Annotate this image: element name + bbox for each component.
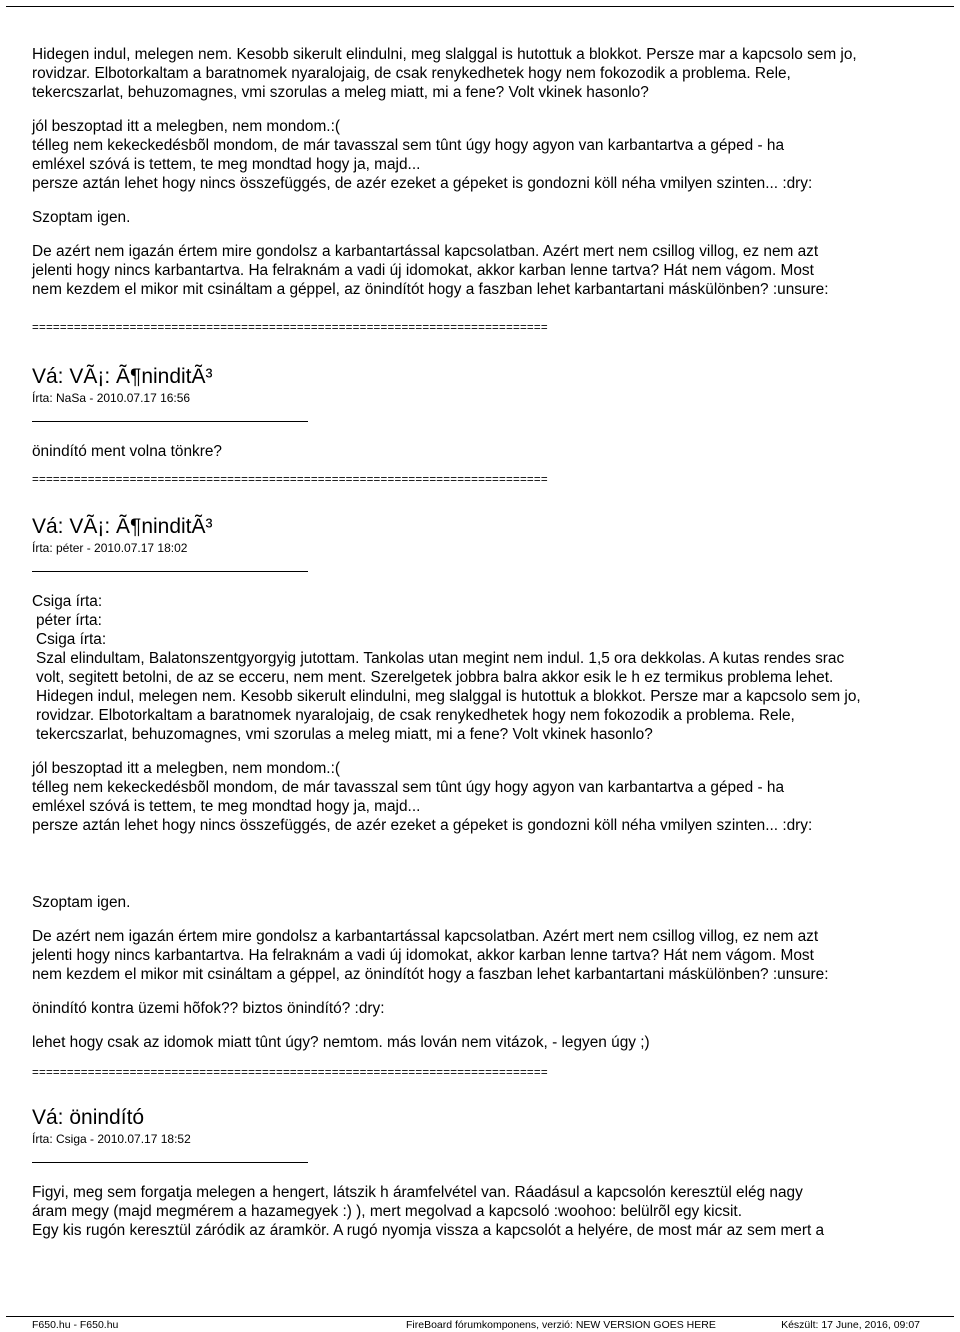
quote-line: Hidegen indul, melegen nem. Kesobb sikerult elindulni, meg slalggal is hutottuk a blokkot. Persze mar a kapcsolo sem jo, [36,688,861,705]
text-line: jelenti hogy nincs karbantartva. Ha felraknám a vadi új idomokat, akkor karban lenne tartva? Hát nem vágom. Most [32,262,814,279]
quote-line: rovidzar. Elbotorkaltam a baratnomek nyaralojaig, de csak renykedhetek hogy nem fokozodik a problema. Rele, [36,707,795,724]
quote-header: péter írta: [36,612,102,629]
quote-line: jelenti hogy nincs karbantartva. Ha felraknám a vadi új idomokat, akkor karban lenne tartva? Hát nem vágom. Most [32,947,814,964]
post-meta: Írta: Csiga - 2010.07.17 18:52 [32,1132,191,1146]
quote-line: volt, segitett betolni, de az se ecceru, nem ment. Szerelgetek jobbra balra akkor esik le h ez termikus problema lehet. [36,669,834,686]
text-line: De azért nem igazán értem mire gondolsz a karbantartással kapcsolatban. Azért mert nem csillog villog, ez nem azt [32,243,819,260]
forum-post [32,1106,937,1240]
post-meta: Írta: péter - 2010.07.17 18:02 [32,541,188,555]
post-title: Vá: VÃ¡: Ã¶ninditÃ³ [32,365,213,388]
previous-post-continuation [32,45,937,299]
forum-post [32,515,937,1052]
quote-line: tekercszarlat, behuzomagnes, vmi szorulas a meleg miatt, mi a fene? Volt vkinek hasonlo? [36,726,653,743]
quote-line: persze aztán lehet hogy nincs összefüggés, de azér ezeket a gépeket is gondozni köll néha vmilyen szinten... :dry: [32,817,813,834]
quote-line: jól beszoptad itt a melegben, nem mondom.:( [32,760,340,777]
text-line: persze aztán lehet hogy nincs összefüggés, de azér ezeket a gépeket is gondozni köll néha vmilyen szinten... :dry: [32,175,813,192]
quote-line: Szoptam igen. [32,894,131,911]
quote-line: Szal elindultam, Balatonszentgyorgyig jutottam. Tankolas utan megint nem indul. 1,5 ora dekkolas. A kutas rendes srac [36,650,845,667]
quote-header: Csiga írta: [36,631,107,648]
text-line: rovidzar. Elbotorkaltam a baratnomek nyaralojaig, de csak renykedhetek hogy nem fokozodik a problema. Rele, [32,65,791,82]
quote-line: emléxel szóvá is tettem, te meg mondtad hogy ja, majd... [32,798,421,815]
post-separator: ========================================================================== [32,473,548,486]
forum-post [32,365,937,461]
post-title-rule [32,571,308,572]
post-title: Vá: önindító [32,1106,145,1129]
post-separator: ========================================================================== [32,1066,548,1079]
quote-line: De azért nem igazán értem mire gondolsz a karbantartással kapcsolatban. Azért mert nem csillog villog, ez nem azt [32,928,819,945]
post-body-line: Figyi, meg sem forgatja melegen a hengert, látszik h áramfelvétel van. Ráadásul a kapcsolón keresztül elég nagy [32,1184,803,1201]
post-meta: Írta: NaSa - 2010.07.17 16:56 [32,391,191,405]
footer-site: F650.hu - F650.hu [32,1319,119,1331]
post-body-line: Egy kis rugón keresztül záródik az áramkör. A rugó nyomja vissza a kapcsolót a helyére, de most már az sem mert a [32,1222,825,1239]
post-title-rule [32,421,308,422]
page-top-rule [6,6,954,7]
forum-thread [32,45,937,1240]
post-title-rule [32,1162,308,1163]
text-line: nem kezdem el mikor mit csináltam a géppel, az önindítót hogy a faszban lehet karbantartani máskülönben? :unsure: [32,281,829,298]
page-bottom-rule [6,1316,954,1317]
text-line: télleg nem kekeckedésbõl mondom, de már tavasszal sem tûnt úgy hogy agyon van karbantartva a géped - ha [32,137,785,154]
footer-component: FireBoard fórumkomponens, verzió: NEW VERSION GOES HERE [406,1319,716,1331]
quote-header: Csiga írta: [32,593,103,610]
text-line: tekercszarlat, behuzomagnes, vmi szorulas a meleg miatt, mi a fene? Volt vkinek hasonlo? [32,84,649,101]
post-title: Vá: VÃ¡: Ã¶ninditÃ³ [32,515,213,538]
post-body-line: áram megy (majd megmérem a hazamegyek :) ), mert megolvad a kapcsoló :woohoo: belülrõl egy kicsit. [32,1203,742,1220]
text-line: jól beszoptad itt a melegben, nem mondom.:( [32,118,340,135]
quote-line: télleg nem kekeckedésbõl mondom, de már tavasszal sem tûnt úgy hogy agyon van karbantartva a géped - ha [32,779,785,796]
quoted-text [32,649,937,744]
text-line: Szoptam igen. [32,209,131,226]
footer-generated: Készült: 17 June, 2016, 09:07 [781,1319,920,1331]
text-line: Hidegen indul, melegen nem. Kesobb sikerult elindulni, meg slalggal is hutottuk a blokkot. Persze mar a kapcsolo sem jo, [32,46,857,63]
reply-line: önindító kontra üzemi hõfok?? biztos önindító? :dry: [32,1000,385,1017]
text-line: emléxel szóvá is tettem, te meg mondtad hogy ja, majd... [32,156,421,173]
post-separator: ========================================================================== [32,321,548,334]
post-body-line: önindító ment volna tönkre? [32,443,222,460]
quote-line: nem kezdem el mikor mit csináltam a géppel, az önindítót hogy a faszban lehet karbantartani máskülönben? :unsure: [32,966,829,983]
reply-line: lehet hogy csak az idomok miatt tûnt úgy? nemtom. más lován nem vitázok, - legyen úgy ;) [32,1034,650,1051]
